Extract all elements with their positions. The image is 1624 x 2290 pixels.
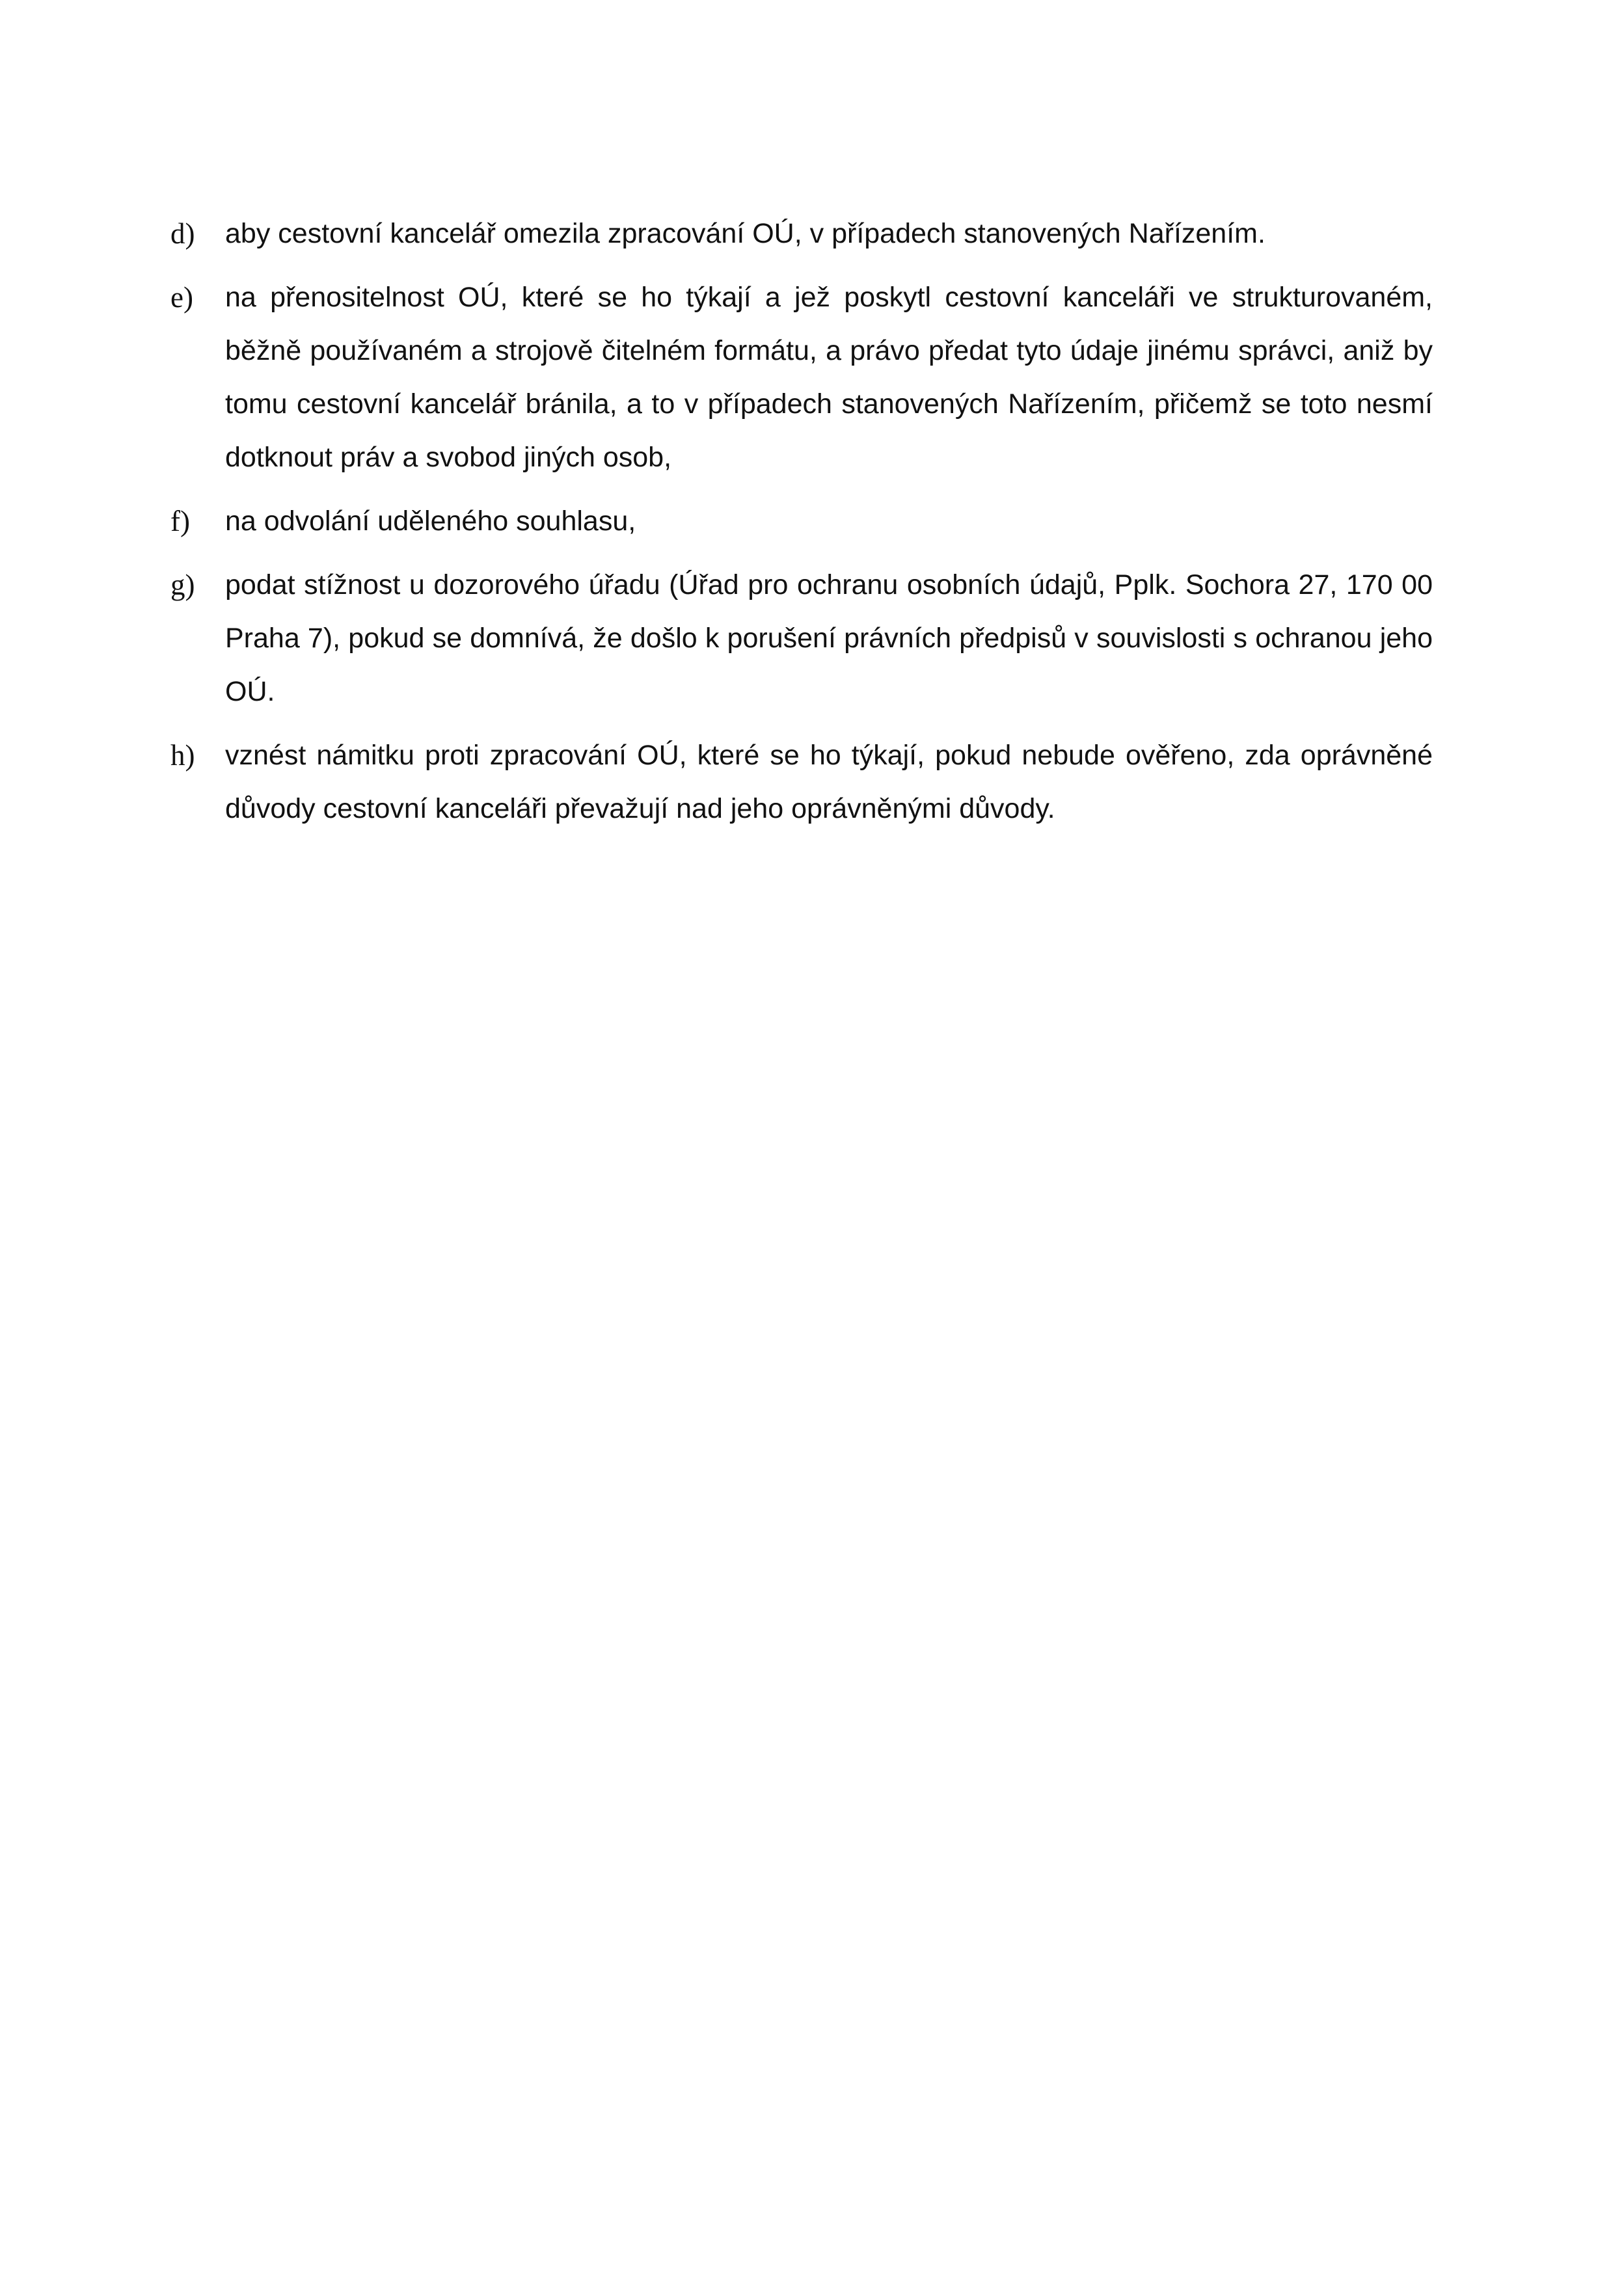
list-item-d <box>170 207 1433 260</box>
list-item-text: na odvolání uděleného souhlasu, <box>225 505 636 537</box>
list-item-text: podat stížnost u dozorového úřadu (Úřad pro ochranu osobních údajů, Pplk. Sochora 27, 170 00 Praha 7), pokud se domnívá, že došlo k porušení právních předpisů v souvislosti s ochranou jeho OÚ. <box>225 569 1433 707</box>
list-item-text: na přenositelnost OÚ, které se ho týkají a jež poskytl cestovní kanceláři ve strukturovaném, běžně používaném a strojově čitelném formátu, a právo předat tyto údaje jinému správci, aniž by tomu cestovní kancelář bránila, a to v případech stanovených Nařízením, přičemž se toto nesmí dotknout práv a svobod jiných osob, <box>225 282 1433 473</box>
list-marker: g) <box>170 569 195 601</box>
list-marker: h) <box>170 739 195 772</box>
list-marker: d) <box>170 217 195 250</box>
list-item-f <box>170 494 1433 548</box>
list-item-text: vznést námitku proti zpracování OÚ, které se ho týkají, pokud nebude ověřeno, zda oprávněné důvody cestovní kanceláři převažují nad jeho oprávněnými důvody. <box>225 740 1433 824</box>
list-item-e <box>170 271 1433 484</box>
list-item-h <box>170 729 1433 835</box>
list-marker: e) <box>170 281 193 314</box>
list-item-g <box>170 558 1433 718</box>
list-item-text: aby cestovní kancelář omezila zpracování OÚ, v případech stanovených Nařízením. <box>225 218 1265 249</box>
list-marker: f) <box>170 505 190 537</box>
rights-list <box>170 207 1433 846</box>
